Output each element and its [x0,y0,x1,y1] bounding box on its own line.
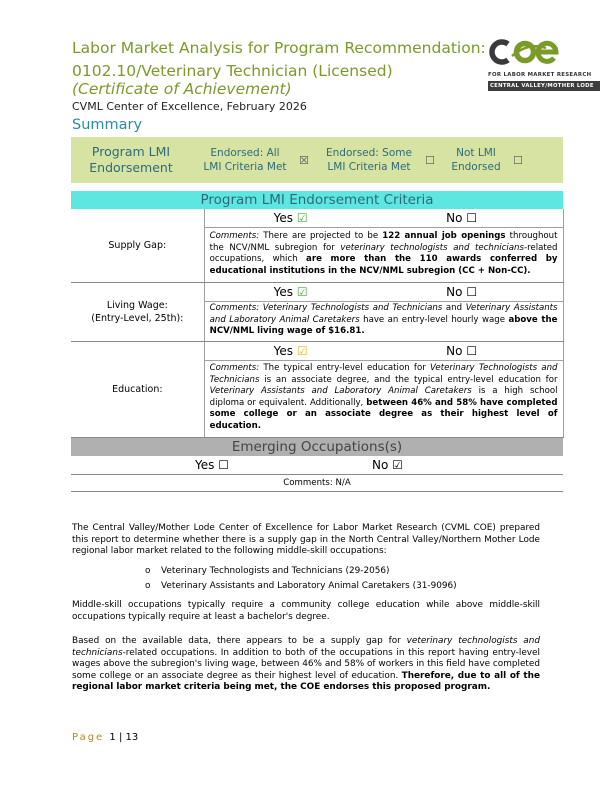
emerging-yes: Yes [195,457,215,472]
conclusion-a: Based on the available data, there appears to be a supply gap for [72,636,407,646]
list-item [145,581,457,596]
education-row [71,341,563,360]
education-c6: between 46% and 58% have completed some college or an associate degree as their highest level of education. [209,397,558,431]
supply-gap-c1: There are projected to be [259,231,383,241]
conclusion-d: Therefore, due to all of the regional labor market criteria being met, the COE endorses this proposed program. [72,670,541,692]
education-yesno [204,341,563,360]
supply-gap-row [71,209,563,228]
emerging-no: No [372,457,389,472]
education-no-checkbox[interactable]: ☐ [466,343,478,358]
report-title-line2: 0102.10/Veterinary Technician (Licensed) [72,62,393,80]
list-item [145,566,457,581]
coe-logo [488,38,600,91]
emerging-yes-checkbox[interactable]: ☐ [218,457,229,472]
education-yes: Yes [273,343,294,358]
living-wage-row [71,283,563,302]
education-c5: is a high school diploma or equivalent. Additionally, [209,386,558,408]
occupation-list [145,566,457,596]
living-wage-c4: Veterinary Assistants and Laboratory Animal Caretakers [209,303,558,325]
emerging-no-checkbox[interactable]: ☑ [392,457,403,472]
supply-gap-comments [204,228,563,283]
supply-gap-c3: throughout the NCV/NML subregion for [209,231,558,253]
living-wage-yesno [204,283,563,302]
education-yes-checkbox[interactable]: ☑ [296,343,308,358]
endorsed-some-line1: Endorsed: Some [326,147,412,159]
emerging-yesno [71,456,563,475]
coe-logo-mark [488,38,570,66]
education-c2: Veterinary Technologists and Technicians [209,363,558,385]
endorsement-table [71,137,564,492]
education-label: Education: [71,341,204,437]
supply-gap-no-checkbox[interactable]: ☐ [466,211,478,225]
endorsed-all-option [191,146,299,174]
education-c4: Veterinary Assistants and Laboratory Animal Caretakers [209,386,472,396]
living-wage-c3: and [442,303,466,313]
conclusion-c: -related occupations. In addition to both of the occupations in this report having entry-level wages above the subregion's living wage, between 46% and 58% of workers in this field have completed some college or an associate degree as their highest level of education. [72,647,540,681]
conclusion-paragraph [72,636,540,694]
endorsement-label-line2: Endorsement [89,160,173,175]
supply-gap-label: Supply Gap: [71,209,204,283]
intro-paragraph: The Central Valley/Mother Lode Center of Excellence for Labor Market Research (CVML COE) prepared this report to determine whether there is a supply gap in the North Central Valley/Northern Mother Lode regional labor market related to the following middle-skill occupations: [72,523,540,556]
occupation-2: Veterinary Assistants and Laboratory Animal Caretakers (31-9096) [161,581,457,591]
living-wage-c6: above the NCV/NML living wage of $16.81. [209,314,558,336]
not-endorsed-checkbox[interactable]: ☐ [513,153,523,167]
living-wage-yes: Yes [273,285,294,299]
page-count: 1 | 13 [109,732,139,743]
supply-gap-c6: are more than the 110 awards conferred by educational institutions in the NCV/NML subregion (CC + Non-CC). [209,254,558,276]
bullet-glyph: o [145,566,151,576]
not-endorsed-line1: Not LMI [456,147,496,159]
endorsement-row [71,137,563,183]
supply-gap-c5: -related occupations, which [209,242,558,264]
report-title-line1: Labor Market Analysis for Program Recommendation: [72,39,486,57]
middle-skill-paragraph: Middle-skill occupations typically require a community college education while above middle-skill occupations typically require at least a bachelor's degree. [72,600,540,622]
summary-heading: Summary [72,117,143,133]
supply-gap-no: No [446,211,463,225]
supply-gap-yesno [204,209,563,228]
living-wage-label [71,283,204,342]
logo-region: CENTRAL VALLEY/MOTHER LODE [488,81,600,91]
logo-c-shape [492,42,508,62]
education-comments [204,360,563,437]
org-date: CVML Center of Excellence, February 2026 [72,100,307,113]
endorsed-some-checkbox[interactable]: ☐ [425,153,435,167]
supply-gap-c4: veterinary technologists and technicians [340,242,524,253]
supply-gap-yes: Yes [273,211,294,225]
living-wage-comments [204,302,563,342]
supply-gap-c2: 122 annual job openings [382,231,506,241]
endorsement-label-line1: Program LMI [91,144,171,159]
endorsed-all-line2: LMI Criteria Met [203,161,287,173]
not-endorsed-line2: Endorsed [451,161,501,173]
endorsement-label [71,144,191,176]
report-title-line3: (Certificate of Achievement) [72,80,292,98]
supply-gap-yes-checkbox[interactable]: ☑ [296,211,308,225]
not-endorsed-option [439,146,513,174]
page-word: Page [72,732,105,743]
conclusion-b: veterinary technologists and technicians [72,636,540,658]
occupation-1: Veterinary Technologists and Technicians (29-2056) [161,566,390,576]
endorsed-all-checkbox[interactable]: ☒ [299,153,309,167]
supply-gap-comments-lead: Comments: [209,231,260,241]
page-number [72,732,138,743]
living-wage-label-line1: Living Wage: [106,299,168,311]
endorsed-some-option [313,146,425,174]
living-wage-no: No [446,285,463,299]
criteria-heading: Program LMI Endorsement Criteria [71,191,563,209]
emerging-comments: Comments: N/A [71,474,563,491]
education-c3: is an associate degree, and the typical entry-level education for [259,374,558,385]
endorsed-some-line2: LMI Criteria Met [327,161,411,173]
living-wage-c2: Veterinary Technologists and Technicians [262,303,443,313]
living-wage-yes-checkbox[interactable]: ☑ [296,285,308,299]
living-wage-comments-lead: Comments: [209,303,260,313]
logo-tagline: FOR LABOR MARKET RESEARCH [488,72,592,78]
education-no: No [446,343,463,358]
emerging-heading: Emerging Occupations(s) [71,437,563,456]
living-wage-no-checkbox[interactable]: ☐ [466,285,478,299]
endorsed-all-line1: Endorsed: All [210,147,280,159]
bullet-glyph: o [145,581,151,591]
living-wage-label-line2: (Entry-Level, 25th): [91,312,184,324]
education-c1: The typical entry-level education for [259,363,431,373]
living-wage-c5: have an entry-level hourly wage [359,314,509,325]
education-comments-lead: Comments: [209,363,260,373]
